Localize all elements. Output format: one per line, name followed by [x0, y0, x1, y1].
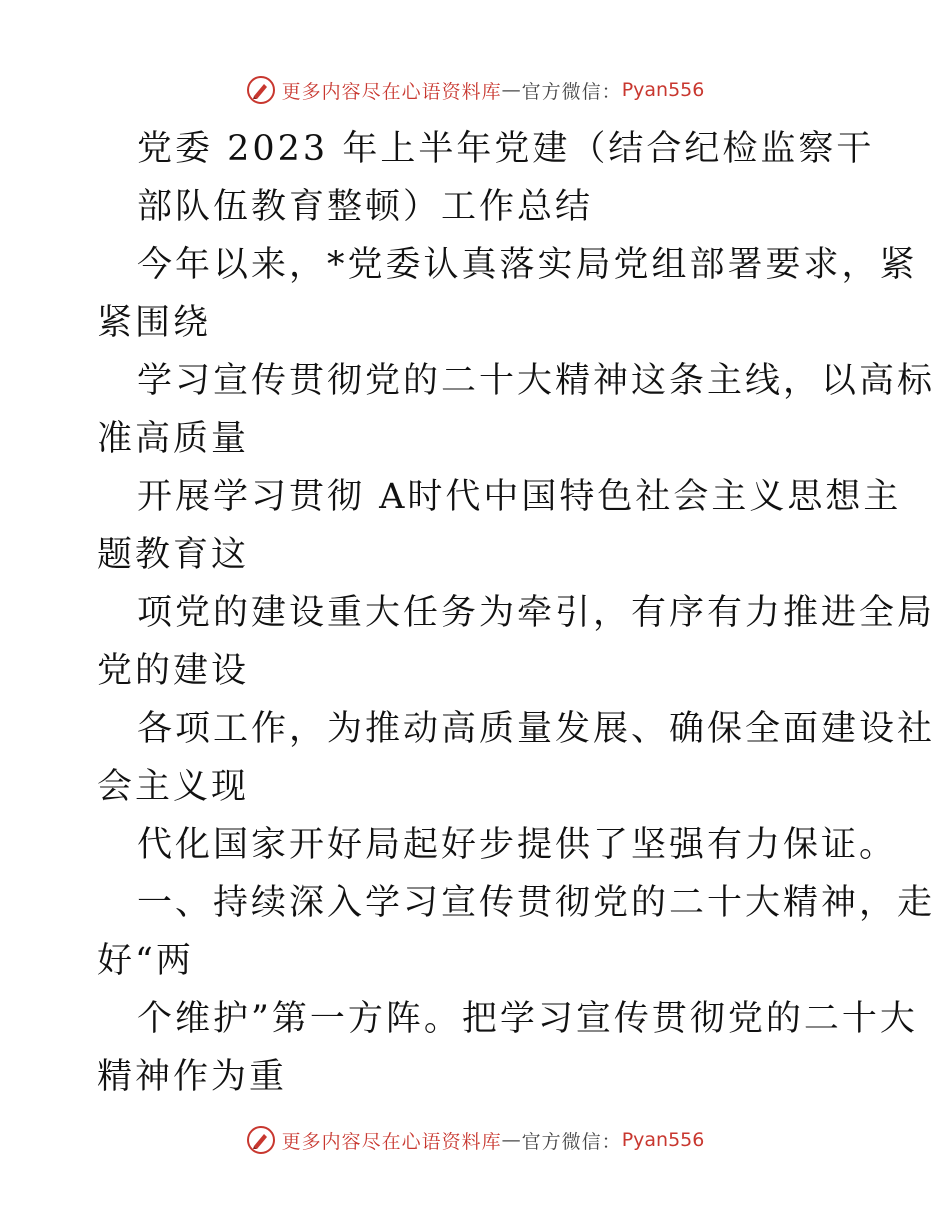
- document-line: 各项工作，为推动高质量发展、确保全面建设社: [137, 709, 936, 749]
- document-line: 学习宣传贯彻党的二十大精神这条主线，以高标: [137, 361, 936, 401]
- watermark-contact-id: Pyan556: [621, 79, 705, 101]
- document-line: 党的建设: [97, 651, 250, 691]
- document-line: 精神作为重: [97, 1057, 288, 1097]
- watermark-contact-label: 官方微信：: [521, 80, 622, 103]
- document-line: 会主义现: [97, 767, 250, 807]
- document-line: 一、持续深入学习宣传贯彻党的二十大精神，走: [137, 883, 936, 923]
- document-line: 今年以来，*党委认真落实局党组部署要求，紧: [137, 245, 918, 285]
- watermark-brand-text: 更多内容尽在心语资料库: [281, 80, 502, 103]
- pen-logo-icon: [246, 1125, 276, 1155]
- watermark-contact-label: 官方微信：: [521, 1130, 622, 1153]
- document-line: 项党的建设重大任务为牵引，有序有力推进全局: [137, 593, 936, 633]
- document-line: 紧围绕: [97, 303, 212, 343]
- watermark-separator: —: [501, 1129, 522, 1151]
- document-line: 好“两: [97, 941, 194, 981]
- document-line: 开展学习贯彻 A时代中国特色社会主义思想主: [137, 477, 902, 517]
- document-body: [97, 120, 936, 1106]
- watermark-contact-id: Pyan556: [621, 1129, 705, 1151]
- document-line: 党委 2023 年上半年党建（结合纪检监察干: [137, 129, 875, 169]
- header-watermark: [0, 70, 950, 110]
- watermark-separator: —: [501, 79, 522, 101]
- document-line: 部队伍教育整顿）工作总结: [137, 187, 594, 227]
- footer-watermark: [0, 1120, 950, 1160]
- document-line: 准高质量: [97, 419, 250, 459]
- document-line: 题教育这: [97, 535, 250, 575]
- watermark-brand-text: 更多内容尽在心语资料库: [281, 1130, 502, 1153]
- document-line: 个维护”第一方阵。把学习宣传贯彻党的二十大: [137, 999, 918, 1039]
- pen-logo-icon: [246, 75, 276, 105]
- document-line: 代化国家开好局起好步提供了坚强有力保证。: [137, 825, 898, 865]
